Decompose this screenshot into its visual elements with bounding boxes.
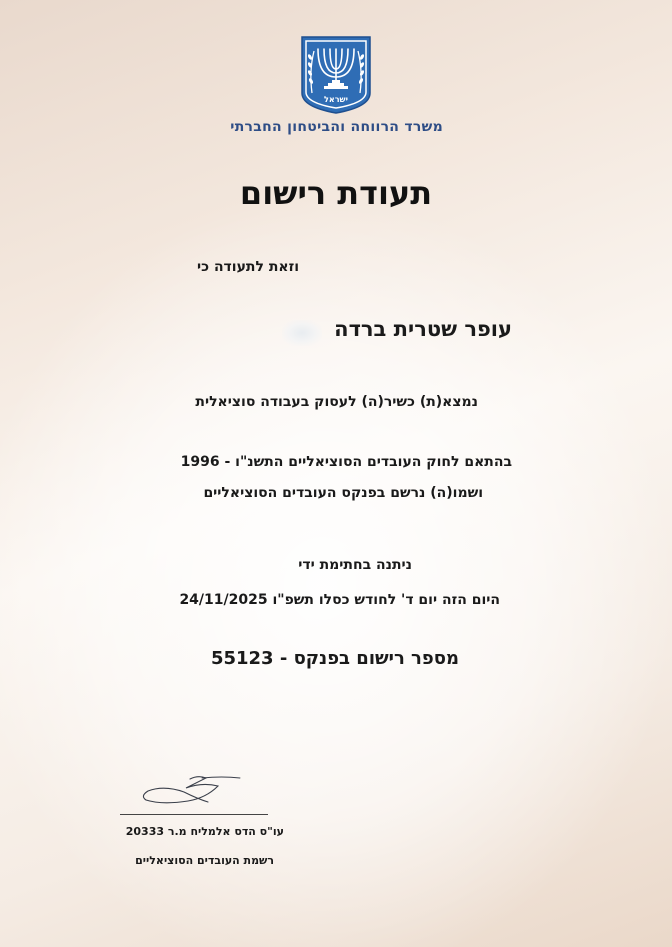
handwritten-signature [132,772,252,808]
qualification-text: נמצא(ת) כשיר(ה) לעסוק בעבודה סוציאלית [195,394,478,410]
certificate-title: תעודת רישום [239,174,433,212]
signer-role: רשמת העובדים הסוציאליים [135,854,274,867]
ministry-name: משרד הרווחה והביטחון החברתי [230,119,443,135]
law-reference-text: בהתאם לחוק העובדים הסוציאליים התשנ"ו - 1996 [180,454,512,470]
signer-name: עו"ס הדס אלמליח מ.ר 20333 [125,825,284,838]
signature-line [120,814,268,815]
signed-by-text: ניתנה בחתימת ידי [298,557,412,573]
recipient-name: עופר שטרית ברדה [334,317,512,341]
menorah-emblem-icon [299,35,373,115]
issue-date-text: היום הזה יום ד' לחודש כסלו תשפ"ו 24/11/2025 [179,592,500,608]
redaction-blur [282,320,322,346]
emblem-inscription: ישראל [324,95,348,104]
certify-text: וזאת לתעודה כי [197,259,299,275]
registration-number: מספר רישום בפנקס - 55123 [210,648,459,669]
registry-text: ושמו(ה) נרשם בפנקס העובדים הסוציאליים [203,485,483,501]
